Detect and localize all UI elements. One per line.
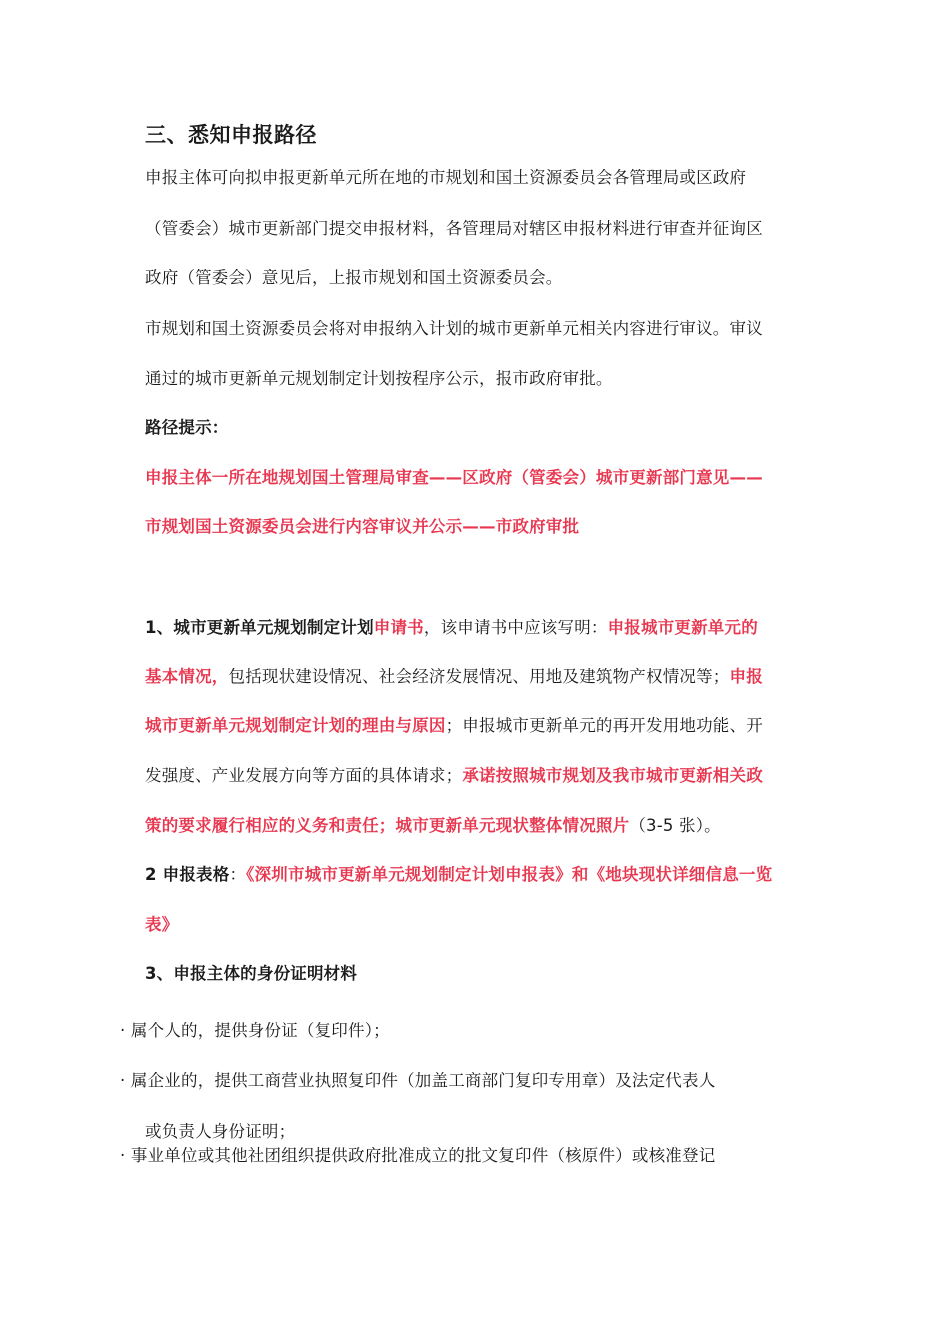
item1-highlight: 申请书 (373, 618, 424, 637)
item2-line (145, 863, 772, 887)
section-heading: 三、悉知申报路径 (145, 123, 317, 147)
item1-highlight: 基本情况， (145, 667, 229, 686)
item1-line (145, 714, 763, 738)
item1-highlight: 城市更新单元规划制定计划的理由与原因 (145, 716, 446, 735)
item2-line: 表》 (145, 915, 179, 934)
item1-highlight: 策的要求履行相应的义务和责任； (145, 816, 396, 835)
body-line: 申报主体可向拟申报更新单元所在地的市规划和国土资源委员会各管理局或区政府 (145, 168, 747, 187)
item1-text: （3-5 张）。 (629, 816, 721, 835)
item1-title: 1、城市更新单元规划制定计划 (145, 618, 374, 637)
body-line: 市规划和国土资源委员会将对申报纳入计划的城市更新单元相关内容进行审议。审议 (145, 319, 763, 338)
bullet-continuation: 或负责人身份证明； (145, 1122, 296, 1141)
item1-line (145, 665, 763, 689)
item1-highlight: 申报城市更新单元的 (607, 618, 758, 637)
item3-title: 3、申报主体的身份证明材料 (145, 964, 358, 983)
body-line: 政府（管委会）意见后，上报市规划和国土资源委员会。 (145, 268, 563, 287)
item1-highlight: 城市更新单元现状整体情况照片 (395, 816, 630, 835)
item1-highlight: 申报 (729, 667, 763, 686)
path-line: 市规划国土资源委员会进行内容审议并公示——市政府审批 (145, 517, 580, 536)
item1-line (145, 616, 758, 640)
body-line: 通过的城市更新单元规划制定计划按程序公示，报市政府审批。 (145, 369, 613, 388)
bullet-item: · 事业单位或其他社团组织提供政府批准成立的批文复印件（核原件）或核准登记 (120, 1146, 716, 1165)
item2-title: 2 申报表格 (145, 865, 230, 884)
path-title: 路径提示： (145, 418, 229, 437)
item1-text: 包括现状建设情况、社会经济发展情况、用地及建筑物产权情况等； (228, 667, 730, 686)
bullet-item: · 属个人的，提供身份证（复印件）； (120, 1021, 390, 1040)
item1-text: 发强度、产业发展方向等方面的具体请求； (145, 766, 463, 785)
item1-line (145, 764, 763, 788)
item1-highlight: 承诺按照城市规划及我市城市更新相关政 (462, 766, 763, 785)
item1-text: ，该申请书中应该写明： (423, 618, 608, 637)
path-line: 申报主体一所在地规划国土管理局审查——区政府（管委会）城市更新部门意见—— (145, 468, 763, 487)
item2-highlight: 《深圳市城市更新单元规划制定计划申报表》和《地块现状详细信息一览 (246, 865, 773, 884)
body-line: （管委会）城市更新部门提交申报材料，各管理局对辖区申报材料进行审查并征询区 (145, 219, 763, 238)
item2-colon: ： (229, 865, 247, 884)
item1-text: ；申报城市更新单元的再开发用地功能、开 (445, 716, 763, 735)
item1-line (145, 814, 721, 838)
bullet-item: · 属企业的，提供工商营业执照复印件（加盖工商部门复印专用章）及法定代表人 (120, 1071, 716, 1090)
